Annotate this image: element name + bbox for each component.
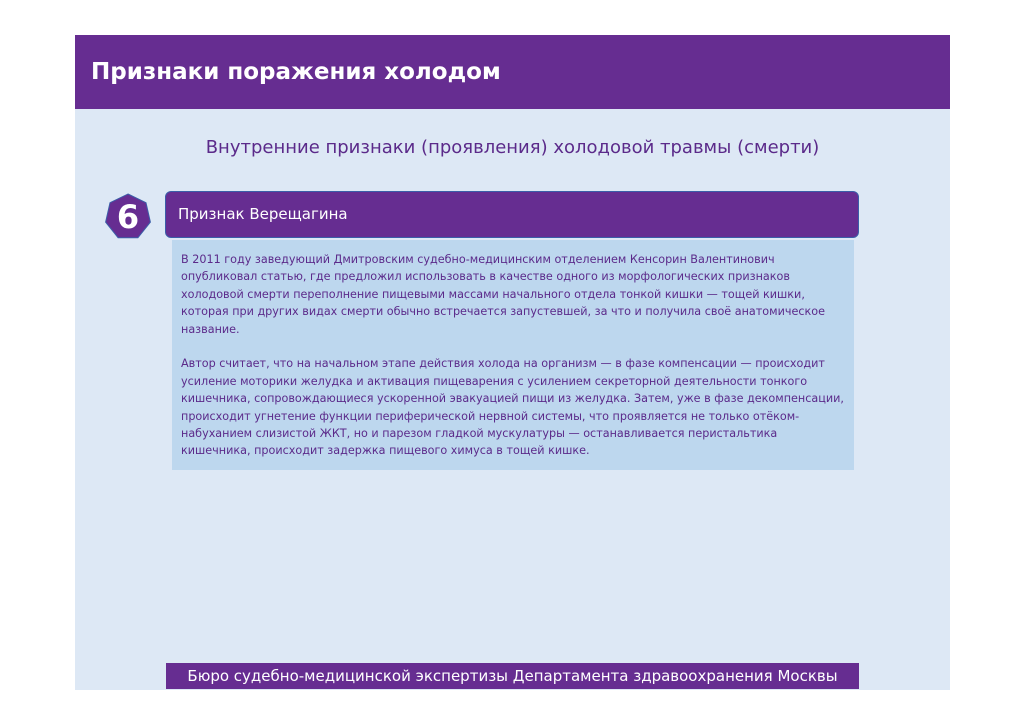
content-box <box>172 240 854 470</box>
slide-subtitle: Внутренние признаки (проявления) холодовой травмы (смерти) <box>205 137 820 158</box>
section-title: Признак Верещагина <box>178 205 348 223</box>
footer-bar <box>166 663 859 689</box>
page-title: Признаки поражения холодом <box>91 59 501 85</box>
paragraph: Автор считает, что на начальном этапе действия холода на организм — в фазе компенсации — происходит усиление моторики желудка и активация пищеварения с усилением секреторной деятельности тонкого кишечника, сопровождающиеся ускоренной эвакуацией пищи из желудка. Затем, уже в фазе декомпенсации, происходит угнетение функции периферической нервной системы, что проявляется не только отёком-набуханием слизистой ЖКТ, но и парезом гладкой мускулатуры — останавливается перистальтика кишечника, происходит задержка пищевого химуса в тощей кишке. <box>181 357 844 458</box>
section-title-bar <box>165 191 859 238</box>
number-badge <box>104 193 152 241</box>
header-bar <box>75 35 950 109</box>
paragraph: В 2011 году заведующий Дмитровским судебно-медицинским отделением Кенсорин Валентинович опубликовал статью, где предложил использовать в качестве одного из морфологических признаков холодовой смерти переполнение пищевыми массами начального отдела тонкой кишки — тощей кишки, которая при других видах смерти обычно встречается запустевшей, за что и получила своё анатомическое название. <box>181 253 825 336</box>
footer-text: Бюро судебно-медицинской экспертизы Департамента здравоохранения Москвы <box>187 667 838 685</box>
slide <box>75 35 950 690</box>
badge-number: 6 <box>116 198 140 236</box>
